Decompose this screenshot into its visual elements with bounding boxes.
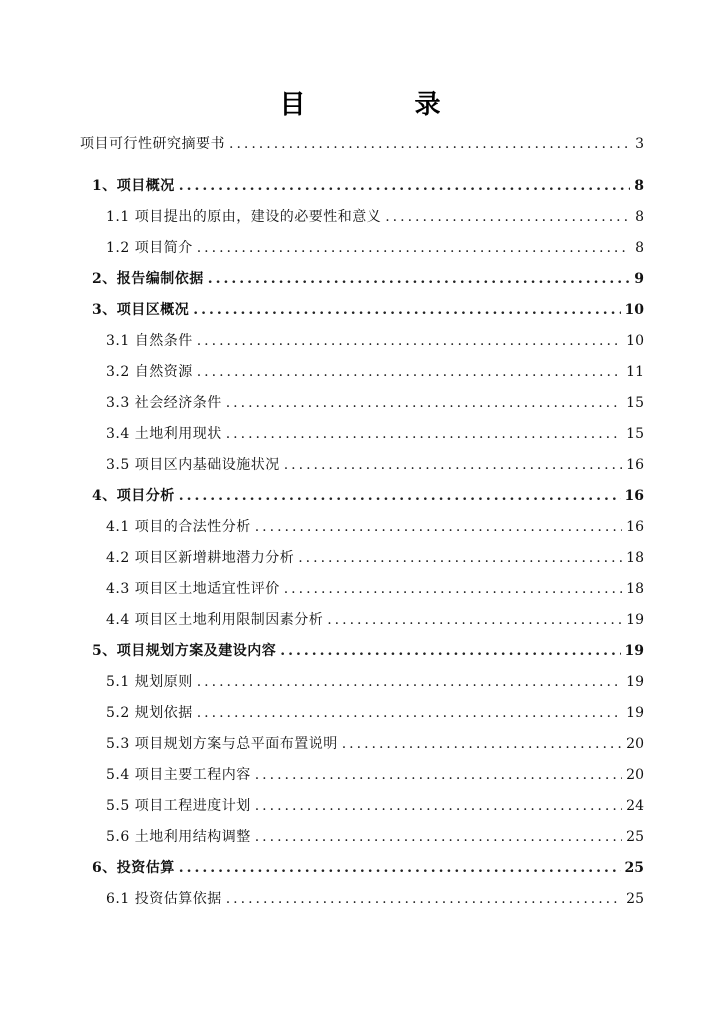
toc-leader-dots — [284, 577, 622, 601]
toc-entry-section-5[interactable] — [92, 639, 644, 663]
toc-leader-dots — [229, 132, 630, 156]
toc-leader-dots — [193, 298, 620, 322]
toc-entry-label: 1、项目概况 — [92, 178, 175, 194]
toc-page-number: 18 — [626, 581, 644, 597]
toc-entry-label: 4.2 项目区新增耕地潜力分析 — [106, 550, 295, 566]
toc-page-number: 8 — [635, 209, 644, 225]
toc-entry-subsection[interactable] — [106, 515, 644, 539]
toc-leader-dots — [197, 701, 622, 725]
toc-entry-subsection[interactable] — [106, 329, 644, 353]
toc-page-number: 19 — [626, 674, 644, 690]
toc-page-number: 20 — [626, 767, 644, 783]
toc-leader-dots — [226, 887, 622, 911]
toc-leader-dots — [197, 670, 622, 694]
toc-entry-subsection[interactable] — [106, 608, 644, 632]
toc-entry-label: 3.5 项目区内基础设施状况 — [106, 457, 280, 473]
toc-page-number: 16 — [626, 457, 644, 473]
toc-entry-subsection[interactable] — [106, 391, 644, 415]
toc-page-number: 15 — [626, 395, 644, 411]
toc-leader-dots — [327, 608, 622, 632]
toc-page-number: 9 — [634, 271, 644, 287]
toc-page-number: 16 — [624, 488, 644, 504]
toc-entry-subsection[interactable] — [106, 205, 644, 229]
toc-page-number: 10 — [626, 333, 644, 349]
toc-entry-subsection[interactable] — [106, 701, 644, 725]
toc-leader-dots — [255, 515, 622, 539]
toc-entry-subsection[interactable] — [106, 794, 644, 818]
toc-entry-label: 3.2 自然资源 — [106, 364, 193, 380]
toc-leader-dots — [179, 484, 621, 508]
toc-entry-label: 3、项目区概况 — [92, 302, 190, 318]
toc-entry-subsection[interactable] — [106, 732, 644, 756]
toc-leader-dots — [298, 546, 622, 570]
toc-entry-subsection[interactable] — [106, 236, 644, 260]
toc-page-number: 3 — [635, 136, 644, 152]
toc-leader-dots — [342, 732, 622, 756]
toc-leader-dots — [179, 856, 621, 880]
toc-entry-subsection[interactable] — [106, 577, 644, 601]
toc-page-number: 11 — [626, 364, 644, 380]
toc-leader-dots — [179, 174, 630, 198]
toc-entry-subsection[interactable] — [106, 422, 644, 446]
toc-entry-label: 6、投资估算 — [92, 860, 175, 876]
toc-entry-label: 3.4 土地利用现状 — [106, 426, 222, 442]
toc-entry-section-1[interactable] — [92, 174, 644, 198]
toc-leader-dots — [255, 763, 622, 787]
toc-entry-section-2[interactable] — [92, 267, 644, 291]
toc-page-number: 19 — [626, 705, 644, 721]
toc-entry-section-3[interactable] — [92, 298, 644, 322]
toc-entry-label: 5.3 项目规划方案与总平面布置说明 — [106, 736, 338, 752]
toc-entry-subsection[interactable] — [106, 887, 644, 911]
toc-leader-dots — [226, 391, 622, 415]
toc-page-number: 24 — [626, 798, 644, 814]
toc-entry-label: 5.2 规划依据 — [106, 705, 193, 721]
toc-page-number: 10 — [624, 302, 644, 318]
toc-entry-label: 4、项目分析 — [92, 488, 175, 504]
toc-entry-label: 5.5 项目工程进度计划 — [106, 798, 251, 814]
toc-entry-label: 6.1 投资估算依据 — [106, 891, 222, 907]
toc-entry-section-4[interactable] — [92, 484, 644, 508]
toc-page-number: 19 — [626, 612, 644, 628]
toc-leader-dots — [385, 205, 630, 229]
toc-entry-label: 3.1 自然条件 — [106, 333, 193, 349]
toc-entry-label: 5.4 项目主要工程内容 — [106, 767, 251, 783]
toc-leader-dots — [208, 267, 630, 291]
toc-entry-label: 1.2 项目简介 — [106, 240, 193, 256]
toc-page-number: 18 — [626, 550, 644, 566]
toc-entry-label: 4.3 项目区土地适宜性评价 — [106, 581, 280, 597]
toc-entry-label: 5.6 土地利用结构调整 — [106, 829, 251, 845]
toc-entry-label: 5、项目规划方案及建设内容 — [92, 643, 277, 659]
toc-leader-dots — [255, 794, 622, 818]
toc-page-number: 19 — [624, 643, 644, 659]
toc-page-number: 25 — [626, 891, 644, 907]
toc-page-number: 15 — [626, 426, 644, 442]
toc-entry-subsection[interactable] — [106, 453, 644, 477]
toc-page-number: 16 — [626, 519, 644, 535]
toc-entry-subsection[interactable] — [106, 546, 644, 570]
toc-entry-subsection[interactable] — [106, 825, 644, 849]
toc-leader-dots — [226, 422, 622, 446]
toc-entry-label: 4.4 项目区土地利用限制因素分析 — [106, 612, 324, 628]
toc-leader-dots — [280, 639, 620, 663]
toc-entry-section-6[interactable] — [92, 856, 644, 880]
toc-page-number: 25 — [626, 829, 644, 845]
toc-leader-dots — [197, 329, 622, 353]
toc-entry-subsection[interactable] — [106, 670, 644, 694]
toc-entry-label: 5.1 规划原则 — [106, 674, 193, 690]
toc-page-number: 20 — [626, 736, 644, 752]
toc-entry-summary[interactable] — [80, 132, 644, 156]
toc-leader-dots — [284, 453, 622, 477]
toc-page-number: 8 — [634, 178, 644, 194]
toc-entry-subsection[interactable] — [106, 360, 644, 384]
toc-page-number: 25 — [624, 860, 644, 876]
page-title: 目 录 — [279, 90, 491, 120]
toc-entry-label: 项目可行性研究摘要书 — [80, 136, 225, 152]
toc-entry-label: 3.3 社会经济条件 — [106, 395, 222, 411]
toc-entry-label: 4.1 项目的合法性分析 — [106, 519, 251, 535]
toc-entry-label: 2、报告编制依据 — [92, 271, 204, 287]
toc-leader-dots — [197, 360, 622, 384]
toc-entry-subsection[interactable] — [106, 763, 644, 787]
toc-leader-dots — [255, 825, 622, 849]
toc-leader-dots — [197, 236, 630, 260]
toc-page-number: 8 — [635, 240, 644, 256]
toc-entry-label: 1.1 项目提出的原由，建设的必要性和意义 — [106, 209, 382, 225]
